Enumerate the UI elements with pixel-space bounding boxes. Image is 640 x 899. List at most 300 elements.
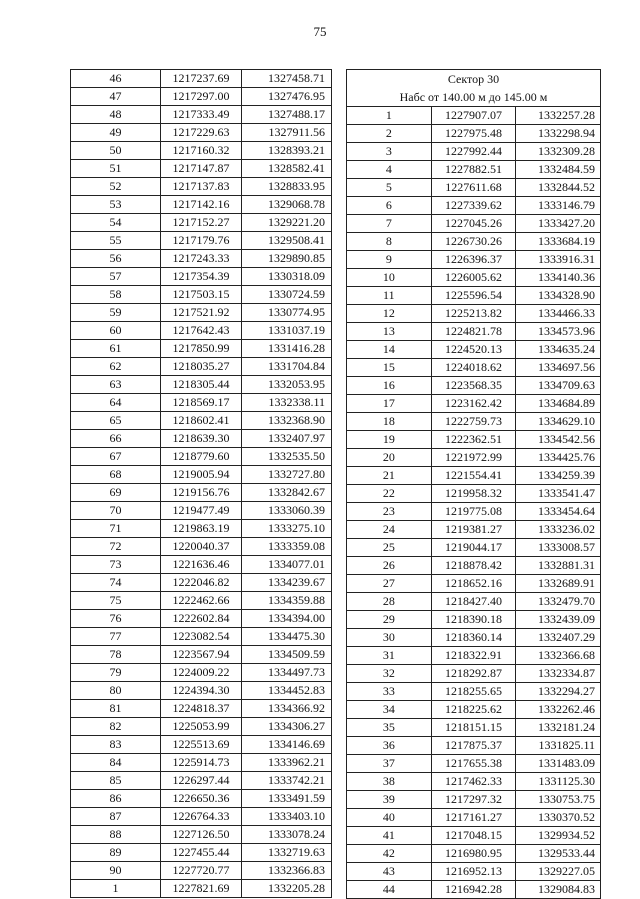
- point-number: 34: [347, 701, 432, 719]
- point-number: 7: [347, 215, 432, 233]
- table-row: [71, 574, 332, 592]
- table-row: [71, 466, 332, 484]
- point-number: 24: [347, 521, 432, 539]
- y-coordinate: 1334509.59: [242, 646, 332, 664]
- x-coordinate: 1218360.14: [431, 629, 516, 647]
- table-row: [71, 142, 332, 160]
- point-number: 43: [347, 863, 432, 881]
- x-coordinate: 1217243.33: [161, 250, 242, 268]
- y-coordinate: 1333008.57: [516, 539, 601, 557]
- x-coordinate: 1221972.99: [431, 449, 516, 467]
- point-number: 76: [71, 610, 161, 628]
- table-row: [71, 556, 332, 574]
- page-number: 75: [313, 24, 327, 39]
- y-coordinate: 1332484.59: [516, 161, 601, 179]
- y-coordinate: 1330724.59: [242, 286, 332, 304]
- x-coordinate: 1217521.92: [161, 304, 242, 322]
- table-row: [71, 160, 332, 178]
- point-number: 65: [71, 412, 161, 430]
- y-coordinate: 1334452.83: [242, 682, 332, 700]
- x-coordinate: 1227882.51: [431, 161, 516, 179]
- y-coordinate: 1332535.50: [242, 448, 332, 466]
- table-row: [71, 286, 332, 304]
- x-coordinate: 1218305.44: [161, 376, 242, 394]
- table-row: [71, 736, 332, 754]
- x-coordinate: 1217297.32: [431, 791, 516, 809]
- y-coordinate: 1334425.76: [516, 449, 601, 467]
- right-table-body: [347, 70, 601, 899]
- table-row: [71, 844, 332, 862]
- x-coordinate: 1223082.54: [161, 628, 242, 646]
- y-coordinate: 1334140.36: [516, 269, 601, 287]
- point-number: 12: [347, 305, 432, 323]
- x-coordinate: 1222759.73: [431, 413, 516, 431]
- x-coordinate: 1227821.69: [161, 880, 242, 898]
- y-coordinate: 1333359.08: [242, 538, 332, 556]
- y-coordinate: 1327911.56: [242, 124, 332, 142]
- x-coordinate: 1224009.22: [161, 664, 242, 682]
- x-coordinate: 1219958.32: [431, 485, 516, 503]
- table-row: [71, 682, 332, 700]
- y-coordinate: 1333454.64: [516, 503, 601, 521]
- x-coordinate: 1216952.13: [431, 863, 516, 881]
- point-number: 28: [347, 593, 432, 611]
- y-coordinate: 1334359.88: [242, 592, 332, 610]
- y-coordinate: 1334259.39: [516, 467, 601, 485]
- table-row: [71, 412, 332, 430]
- x-coordinate: 1218878.42: [431, 557, 516, 575]
- point-number: 33: [347, 683, 432, 701]
- point-number: 18: [347, 413, 432, 431]
- y-coordinate: 1329934.52: [516, 827, 601, 845]
- point-number: 70: [71, 502, 161, 520]
- y-coordinate: 1329227.05: [516, 863, 601, 881]
- point-number: 47: [71, 88, 161, 106]
- point-number: 9: [347, 251, 432, 269]
- point-number: 36: [347, 737, 432, 755]
- table-row: [71, 790, 332, 808]
- y-coordinate: 1334146.69: [242, 736, 332, 754]
- point-number: 89: [71, 844, 161, 862]
- point-number: 16: [347, 377, 432, 395]
- point-number: 69: [71, 484, 161, 502]
- point-number: 87: [71, 808, 161, 826]
- x-coordinate: 1225914.73: [161, 754, 242, 772]
- table-row: [347, 449, 601, 467]
- y-coordinate: 1327476.95: [242, 88, 332, 106]
- y-coordinate: 1332881.31: [516, 557, 601, 575]
- point-number: 6: [347, 197, 432, 215]
- y-coordinate: 1332366.68: [516, 647, 601, 665]
- point-number: 72: [71, 538, 161, 556]
- table-row: [71, 520, 332, 538]
- x-coordinate: 1217152.27: [161, 214, 242, 232]
- table-row: [71, 304, 332, 322]
- point-number: 52: [71, 178, 161, 196]
- table-row: [347, 593, 601, 611]
- x-coordinate: 1218569.17: [161, 394, 242, 412]
- point-number: 8: [347, 233, 432, 251]
- x-coordinate: 1217142.16: [161, 196, 242, 214]
- x-coordinate: 1224821.78: [431, 323, 516, 341]
- table-row: [71, 772, 332, 790]
- table-row: [347, 251, 601, 269]
- x-coordinate: 1216980.95: [431, 845, 516, 863]
- table-row: [347, 215, 601, 233]
- y-coordinate: 1329068.78: [242, 196, 332, 214]
- point-number: 73: [71, 556, 161, 574]
- x-coordinate: 1218652.16: [431, 575, 516, 593]
- point-number: 31: [347, 647, 432, 665]
- point-number: 80: [71, 682, 161, 700]
- table-row: [71, 88, 332, 106]
- y-coordinate: 1332844.52: [516, 179, 601, 197]
- point-number: 41: [347, 827, 432, 845]
- x-coordinate: 1218035.27: [161, 358, 242, 376]
- table-row: [347, 647, 601, 665]
- y-coordinate: 1330774.95: [242, 304, 332, 322]
- table-row: [71, 664, 332, 682]
- y-coordinate: 1329508.41: [242, 232, 332, 250]
- y-coordinate: 1330753.75: [516, 791, 601, 809]
- y-coordinate: 1331416.28: [242, 340, 332, 358]
- table-row: [347, 323, 601, 341]
- x-coordinate: 1226764.33: [161, 808, 242, 826]
- table-row: [71, 106, 332, 124]
- y-coordinate: 1329890.85: [242, 250, 332, 268]
- y-coordinate: 1328582.41: [242, 160, 332, 178]
- table-row: [71, 340, 332, 358]
- y-coordinate: 1333427.20: [516, 215, 601, 233]
- y-coordinate: 1332479.70: [516, 593, 601, 611]
- x-coordinate: 1219005.94: [161, 466, 242, 484]
- x-coordinate: 1225596.54: [431, 287, 516, 305]
- y-coordinate: 1332719.63: [242, 844, 332, 862]
- y-coordinate: 1334239.67: [242, 574, 332, 592]
- y-coordinate: 1331125.30: [516, 773, 601, 791]
- table-row: [71, 646, 332, 664]
- x-coordinate: 1217850.99: [161, 340, 242, 358]
- x-coordinate: 1227455.44: [161, 844, 242, 862]
- y-coordinate: 1333491.59: [242, 790, 332, 808]
- y-coordinate: 1334077.01: [242, 556, 332, 574]
- point-number: 54: [71, 214, 161, 232]
- table-row: [71, 448, 332, 466]
- x-coordinate: 1226005.62: [431, 269, 516, 287]
- x-coordinate: 1218390.18: [431, 611, 516, 629]
- table-row: [71, 826, 332, 844]
- y-coordinate: 1334394.00: [242, 610, 332, 628]
- table-row: [71, 322, 332, 340]
- table-row: [347, 863, 601, 881]
- x-coordinate: 1219044.17: [431, 539, 516, 557]
- table-row: [71, 718, 332, 736]
- y-coordinate: 1332205.28: [242, 880, 332, 898]
- table-row: [347, 557, 601, 575]
- table-row: [347, 197, 601, 215]
- x-coordinate: 1223162.42: [431, 395, 516, 413]
- y-coordinate: 1334466.33: [516, 305, 601, 323]
- point-number: 58: [71, 286, 161, 304]
- table-row: [347, 107, 601, 125]
- point-number: 32: [347, 665, 432, 683]
- point-number: 60: [71, 322, 161, 340]
- table-row: [347, 683, 601, 701]
- point-number: 3: [347, 143, 432, 161]
- y-coordinate: 1329221.20: [242, 214, 332, 232]
- point-number: 84: [71, 754, 161, 772]
- y-coordinate: 1332407.29: [516, 629, 601, 647]
- y-coordinate: 1329533.44: [516, 845, 601, 863]
- point-number: 39: [347, 791, 432, 809]
- x-coordinate: 1217229.63: [161, 124, 242, 142]
- x-coordinate: 1222602.84: [161, 610, 242, 628]
- point-number: 78: [71, 646, 161, 664]
- y-coordinate: 1333962.21: [242, 754, 332, 772]
- y-coordinate: 1333541.47: [516, 485, 601, 503]
- x-coordinate: 1226650.36: [161, 790, 242, 808]
- point-number: 2: [347, 125, 432, 143]
- y-coordinate: 1331483.09: [516, 755, 601, 773]
- x-coordinate: 1218255.65: [431, 683, 516, 701]
- y-coordinate: 1331037.19: [242, 322, 332, 340]
- point-number: 53: [71, 196, 161, 214]
- point-number: 49: [71, 124, 161, 142]
- left-table-body: [71, 70, 332, 898]
- table-row: [71, 196, 332, 214]
- y-coordinate: 1334629.10: [516, 413, 601, 431]
- point-number: 46: [71, 70, 161, 88]
- x-coordinate: 1219477.49: [161, 502, 242, 520]
- table-row: [71, 124, 332, 142]
- table-row: [71, 250, 332, 268]
- point-number: 23: [347, 503, 432, 521]
- table-row: [347, 881, 601, 899]
- point-number: 35: [347, 719, 432, 737]
- point-number: 17: [347, 395, 432, 413]
- point-number: 68: [71, 466, 161, 484]
- table-row: [347, 269, 601, 287]
- y-coordinate: 1334497.73: [242, 664, 332, 682]
- table-row: [71, 394, 332, 412]
- x-coordinate: 1227720.77: [161, 862, 242, 880]
- table-row: [347, 395, 601, 413]
- y-coordinate: 1332439.09: [516, 611, 601, 629]
- y-coordinate: 1328393.21: [242, 142, 332, 160]
- point-number: 15: [347, 359, 432, 377]
- table-row: [347, 575, 601, 593]
- y-coordinate: 1334573.96: [516, 323, 601, 341]
- point-number: 56: [71, 250, 161, 268]
- point-number: 22: [347, 485, 432, 503]
- point-number: 59: [71, 304, 161, 322]
- table-row: [71, 700, 332, 718]
- table-row: [71, 862, 332, 880]
- x-coordinate: 1219863.19: [161, 520, 242, 538]
- point-number: 88: [71, 826, 161, 844]
- y-coordinate: 1333236.02: [516, 521, 601, 539]
- point-number: 67: [71, 448, 161, 466]
- x-coordinate: 1220040.37: [161, 538, 242, 556]
- x-coordinate: 1225513.69: [161, 736, 242, 754]
- y-coordinate: 1333916.31: [516, 251, 601, 269]
- point-number: 14: [347, 341, 432, 359]
- x-coordinate: 1217333.49: [161, 106, 242, 124]
- table-row: [347, 485, 601, 503]
- x-coordinate: 1217354.39: [161, 268, 242, 286]
- y-coordinate: 1332309.28: [516, 143, 601, 161]
- y-coordinate: 1333684.19: [516, 233, 601, 251]
- x-coordinate: 1223567.94: [161, 646, 242, 664]
- table-row: [347, 467, 601, 485]
- point-number: 4: [347, 161, 432, 179]
- point-number: 29: [347, 611, 432, 629]
- x-coordinate: 1227907.07: [431, 107, 516, 125]
- point-number: 20: [347, 449, 432, 467]
- y-coordinate: 1332257.28: [516, 107, 601, 125]
- x-coordinate: 1217655.38: [431, 755, 516, 773]
- point-number: 64: [71, 394, 161, 412]
- point-number: 25: [347, 539, 432, 557]
- point-number: 77: [71, 628, 161, 646]
- y-coordinate: 1332334.87: [516, 665, 601, 683]
- x-coordinate: 1217237.69: [161, 70, 242, 88]
- left-coordinates-table: [70, 69, 332, 898]
- x-coordinate: 1225053.99: [161, 718, 242, 736]
- point-number: 74: [71, 574, 161, 592]
- table-row: [71, 430, 332, 448]
- table-row: [71, 808, 332, 826]
- y-coordinate: 1331825.11: [516, 737, 601, 755]
- table-row: [347, 233, 601, 251]
- x-coordinate: 1223568.35: [431, 377, 516, 395]
- y-coordinate: 1332338.11: [242, 394, 332, 412]
- table-row: [71, 178, 332, 196]
- y-coordinate: 1333078.24: [242, 826, 332, 844]
- point-number: 63: [71, 376, 161, 394]
- y-coordinate: 1334328.90: [516, 287, 601, 305]
- sector-title: Сектор 30: [447, 72, 500, 86]
- table-row: [347, 179, 601, 197]
- x-coordinate: 1224520.13: [431, 341, 516, 359]
- point-number: 90: [71, 862, 161, 880]
- x-coordinate: 1218322.91: [431, 647, 516, 665]
- x-coordinate: 1217462.33: [431, 773, 516, 791]
- x-coordinate: 1226730.26: [431, 233, 516, 251]
- point-number: 5: [347, 179, 432, 197]
- x-coordinate: 1216942.28: [431, 881, 516, 899]
- table-row: [347, 287, 601, 305]
- x-coordinate: 1227992.44: [431, 143, 516, 161]
- table-row: [71, 484, 332, 502]
- table-row: [347, 359, 601, 377]
- y-coordinate: 1332842.67: [242, 484, 332, 502]
- point-number: 1: [347, 107, 432, 125]
- point-number: 26: [347, 557, 432, 575]
- point-number: 51: [71, 160, 161, 178]
- table-row: [71, 502, 332, 520]
- table-row: [71, 376, 332, 394]
- table-row: [347, 719, 601, 737]
- point-number: 66: [71, 430, 161, 448]
- x-coordinate: 1218639.30: [161, 430, 242, 448]
- table-row: [347, 611, 601, 629]
- y-coordinate: 1332366.83: [242, 862, 332, 880]
- x-coordinate: 1222046.82: [161, 574, 242, 592]
- x-coordinate: 1227611.68: [431, 179, 516, 197]
- table-row: [347, 737, 601, 755]
- x-coordinate: 1218427.40: [431, 593, 516, 611]
- x-coordinate: 1221636.46: [161, 556, 242, 574]
- y-coordinate: 1328833.95: [242, 178, 332, 196]
- table-row: [71, 538, 332, 556]
- x-coordinate: 1219381.27: [431, 521, 516, 539]
- table-row: [347, 539, 601, 557]
- x-coordinate: 1217048.15: [431, 827, 516, 845]
- x-coordinate: 1224394.30: [161, 682, 242, 700]
- point-number: 13: [347, 323, 432, 341]
- x-coordinate: 1218292.87: [431, 665, 516, 683]
- table-row: [71, 70, 332, 88]
- table-row: [347, 521, 601, 539]
- x-coordinate: 1225213.82: [431, 305, 516, 323]
- x-coordinate: 1222362.51: [431, 431, 516, 449]
- x-coordinate: 1217147.87: [161, 160, 242, 178]
- x-coordinate: 1227126.50: [161, 826, 242, 844]
- point-number: 44: [347, 881, 432, 899]
- y-coordinate: 1334366.92: [242, 700, 332, 718]
- table-row: [347, 629, 601, 647]
- x-coordinate: 1217160.32: [161, 142, 242, 160]
- table-row: [347, 377, 601, 395]
- y-coordinate: 1327488.17: [242, 106, 332, 124]
- y-coordinate: 1332727.80: [242, 466, 332, 484]
- point-number: 79: [71, 664, 161, 682]
- x-coordinate: 1217161.27: [431, 809, 516, 827]
- y-coordinate: 1331704.84: [242, 358, 332, 376]
- table-row: [71, 268, 332, 286]
- sector-30-coordinates-table: [346, 69, 601, 899]
- x-coordinate: 1218151.15: [431, 719, 516, 737]
- y-coordinate: 1332298.94: [516, 125, 601, 143]
- y-coordinate: 1334709.63: [516, 377, 601, 395]
- y-coordinate: 1332689.91: [516, 575, 601, 593]
- point-number: 30: [347, 629, 432, 647]
- table-row: [347, 773, 601, 791]
- x-coordinate: 1217875.37: [431, 737, 516, 755]
- y-coordinate: 1334635.24: [516, 341, 601, 359]
- x-coordinate: 1219156.76: [161, 484, 242, 502]
- table-row: [71, 754, 332, 772]
- x-coordinate: 1217137.83: [161, 178, 242, 196]
- point-number: 81: [71, 700, 161, 718]
- y-coordinate: 1333275.10: [242, 520, 332, 538]
- y-coordinate: 1334542.56: [516, 431, 601, 449]
- table-row: [347, 701, 601, 719]
- y-coordinate: 1330370.52: [516, 809, 601, 827]
- table-row: [347, 827, 601, 845]
- x-coordinate: 1217503.15: [161, 286, 242, 304]
- y-coordinate: 1334306.27: [242, 718, 332, 736]
- point-number: 57: [71, 268, 161, 286]
- x-coordinate: 1227045.26: [431, 215, 516, 233]
- point-number: 48: [71, 106, 161, 124]
- y-coordinate: 1333146.79: [516, 197, 601, 215]
- y-coordinate: 1334684.89: [516, 395, 601, 413]
- x-coordinate: 1224818.37: [161, 700, 242, 718]
- table-row: [347, 845, 601, 863]
- table-row: [347, 161, 601, 179]
